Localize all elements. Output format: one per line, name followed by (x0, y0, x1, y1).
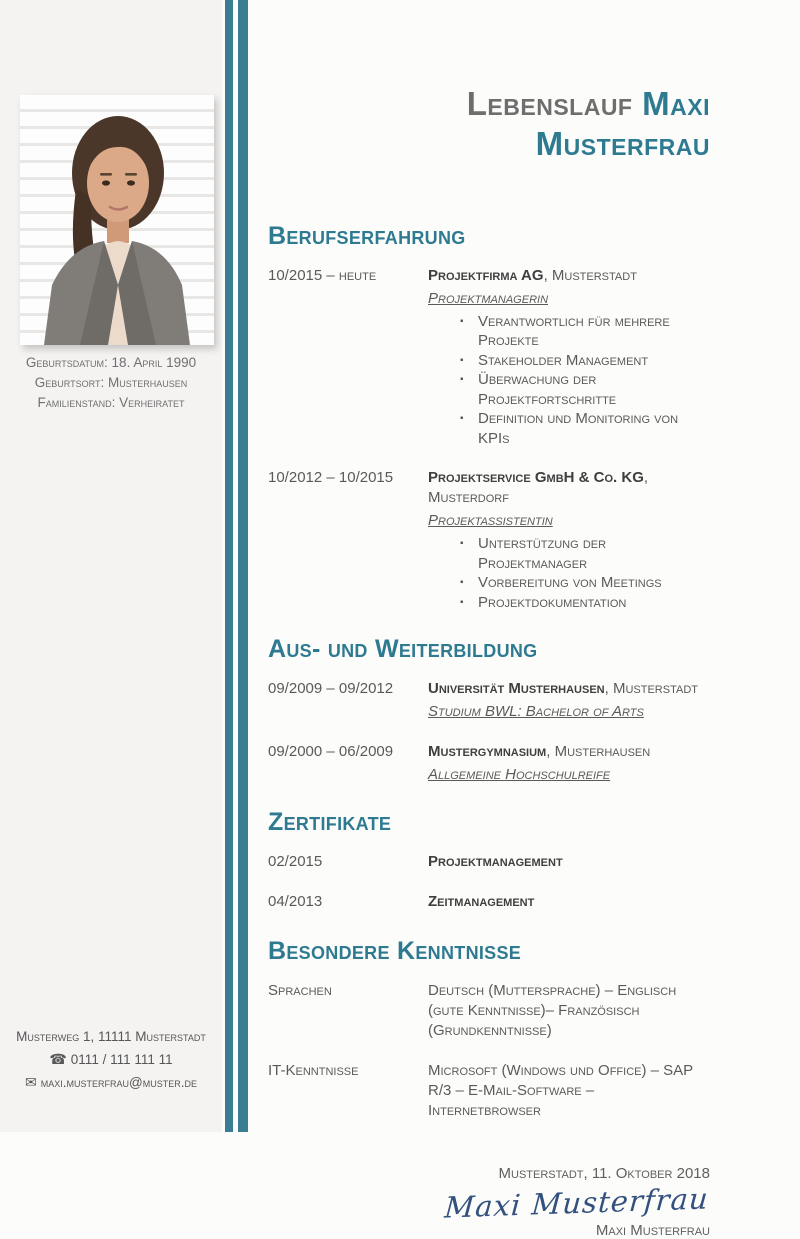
bullet-item: ▪ Projektdokumentation (460, 593, 710, 613)
entry-org: Mustergymnasium (428, 743, 547, 760)
main-content (268, 0, 710, 1239)
marital-status: Familienstand: Verheiratet (37, 395, 185, 410)
entry-content (428, 742, 710, 785)
entry-period: 09/2009 – 09/2012 (268, 680, 394, 697)
entry-bullets (428, 312, 710, 449)
email-line (0, 1071, 222, 1094)
bullet-item: ▪ Unterstützung der Projektmanager (460, 534, 710, 573)
section-title-weiterbildung: Aus- und Weiterbildung (268, 635, 538, 663)
section-title-kenntnisse: Besondere Kenntnisse (268, 937, 522, 965)
entry-period: 02/2015 (268, 853, 323, 870)
entry-bullets (428, 534, 710, 612)
entry-detail: Studium BWL: Bachelor of Arts (428, 703, 644, 720)
entry-location: , Musterstadt (543, 266, 637, 284)
title-last-name: Musterfrau (535, 125, 710, 163)
certificate-name: Zeitmanagement (428, 893, 535, 910)
bullet-item: ▪ Vorbereitung von Meetings (460, 573, 710, 593)
entry-detail: Allgemeine Hochschulreife (428, 766, 611, 783)
certificate-entry (268, 892, 710, 912)
section-title-berufserfahrung: Berufserfahrung (268, 221, 466, 250)
envelope-icon: ✉ (25, 1074, 37, 1090)
phone-line (0, 1048, 222, 1071)
entry-period: 09/2000 – 06/2009 (268, 743, 394, 760)
contact-info (0, 1026, 222, 1094)
entry-period: 10/2012 – 10/2015 (268, 469, 394, 486)
portrait-illustration (20, 95, 214, 345)
skill-label: IT-Kenntnisse (268, 1062, 359, 1079)
birth-place: Geburtsort: Musterhausen (34, 375, 188, 390)
signed-name: Maxi Musterfrau (595, 1222, 710, 1239)
divider-bar-left (225, 0, 233, 1132)
entry-org: Projektfirma AG (428, 266, 544, 284)
entry-content (428, 266, 710, 449)
bullet-item: ▪ Verantwortlich für mehrere Projekte (460, 312, 710, 351)
section-title-zertifikate: Zertifikate (268, 808, 392, 836)
entry-content (428, 852, 710, 872)
email-address: maxi.musterfrau@muster.de (40, 1075, 197, 1090)
skill-text: Deutsch (Muttersprache) – Englisch (gute Kenntnisse)– Französisch (Grundkenntnisse) (428, 982, 677, 1039)
entry-location: , Musterdorf (428, 469, 649, 506)
handwritten-signature: Maxi Musterfrau (443, 1181, 710, 1225)
personal-info (0, 353, 222, 413)
address-line: Musterweg 1, 11111 Musterstadt (16, 1029, 206, 1044)
title-prefix: Lebenslauf (466, 85, 633, 122)
entry-location: , Musterstadt (604, 680, 698, 697)
entry-content (428, 892, 710, 912)
title-first-name: Maxi (642, 85, 710, 122)
profile-photo (20, 95, 214, 345)
sidebar (0, 0, 222, 1132)
entry-period: 10/2015 – heute (268, 266, 377, 284)
skill-label: Sprachen (268, 982, 332, 999)
job-entry (268, 266, 710, 449)
education-entry (268, 742, 710, 785)
skill-entry (268, 1061, 710, 1121)
entry-location: , Musterhausen (546, 743, 651, 760)
job-entry (268, 468, 710, 612)
entry-org-line (428, 266, 710, 286)
entry-role: Projektmanagerin (428, 289, 549, 307)
entry-content (428, 679, 710, 722)
bullet-item: ▪ Definition und Monitoring von KPIs (460, 409, 710, 448)
entry-org-line (428, 468, 710, 508)
skill-text: Microsoft (Windows und Office) – SAP R/3 – E-Mail-Software – Internetbrowser (428, 1062, 693, 1119)
entry-role: Projektassistentin (428, 512, 553, 529)
phone-icon: ☎ (49, 1051, 67, 1067)
signature-block (268, 1165, 710, 1239)
entry-org: Projektservice GmbH & Co. KG (428, 469, 644, 486)
entry-period: 04/2013 (268, 893, 323, 910)
entry-org-line (428, 742, 710, 762)
entry-content (428, 468, 710, 612)
entry-org: Universität Musterhausen (428, 680, 605, 697)
bullet-item: ▪ Stakeholder Management (460, 351, 710, 371)
place-date: Musterstadt, 11. Oktober 2018 (498, 1165, 710, 1182)
divider-bar-right (238, 0, 248, 1132)
entry-org-line (428, 679, 710, 699)
bullet-item: ▪ Überwachung der Projektfortschritte (460, 370, 710, 409)
skill-entry (268, 981, 710, 1041)
page-title (380, 84, 710, 165)
phone-number: 0111 / 111 111 11 (70, 1052, 173, 1067)
birth-date: Geburtsdatum: 18. April 1990 (25, 355, 197, 370)
education-entry (268, 679, 710, 722)
certificate-name: Projektmanagement (428, 853, 563, 870)
certificate-entry (268, 852, 710, 872)
